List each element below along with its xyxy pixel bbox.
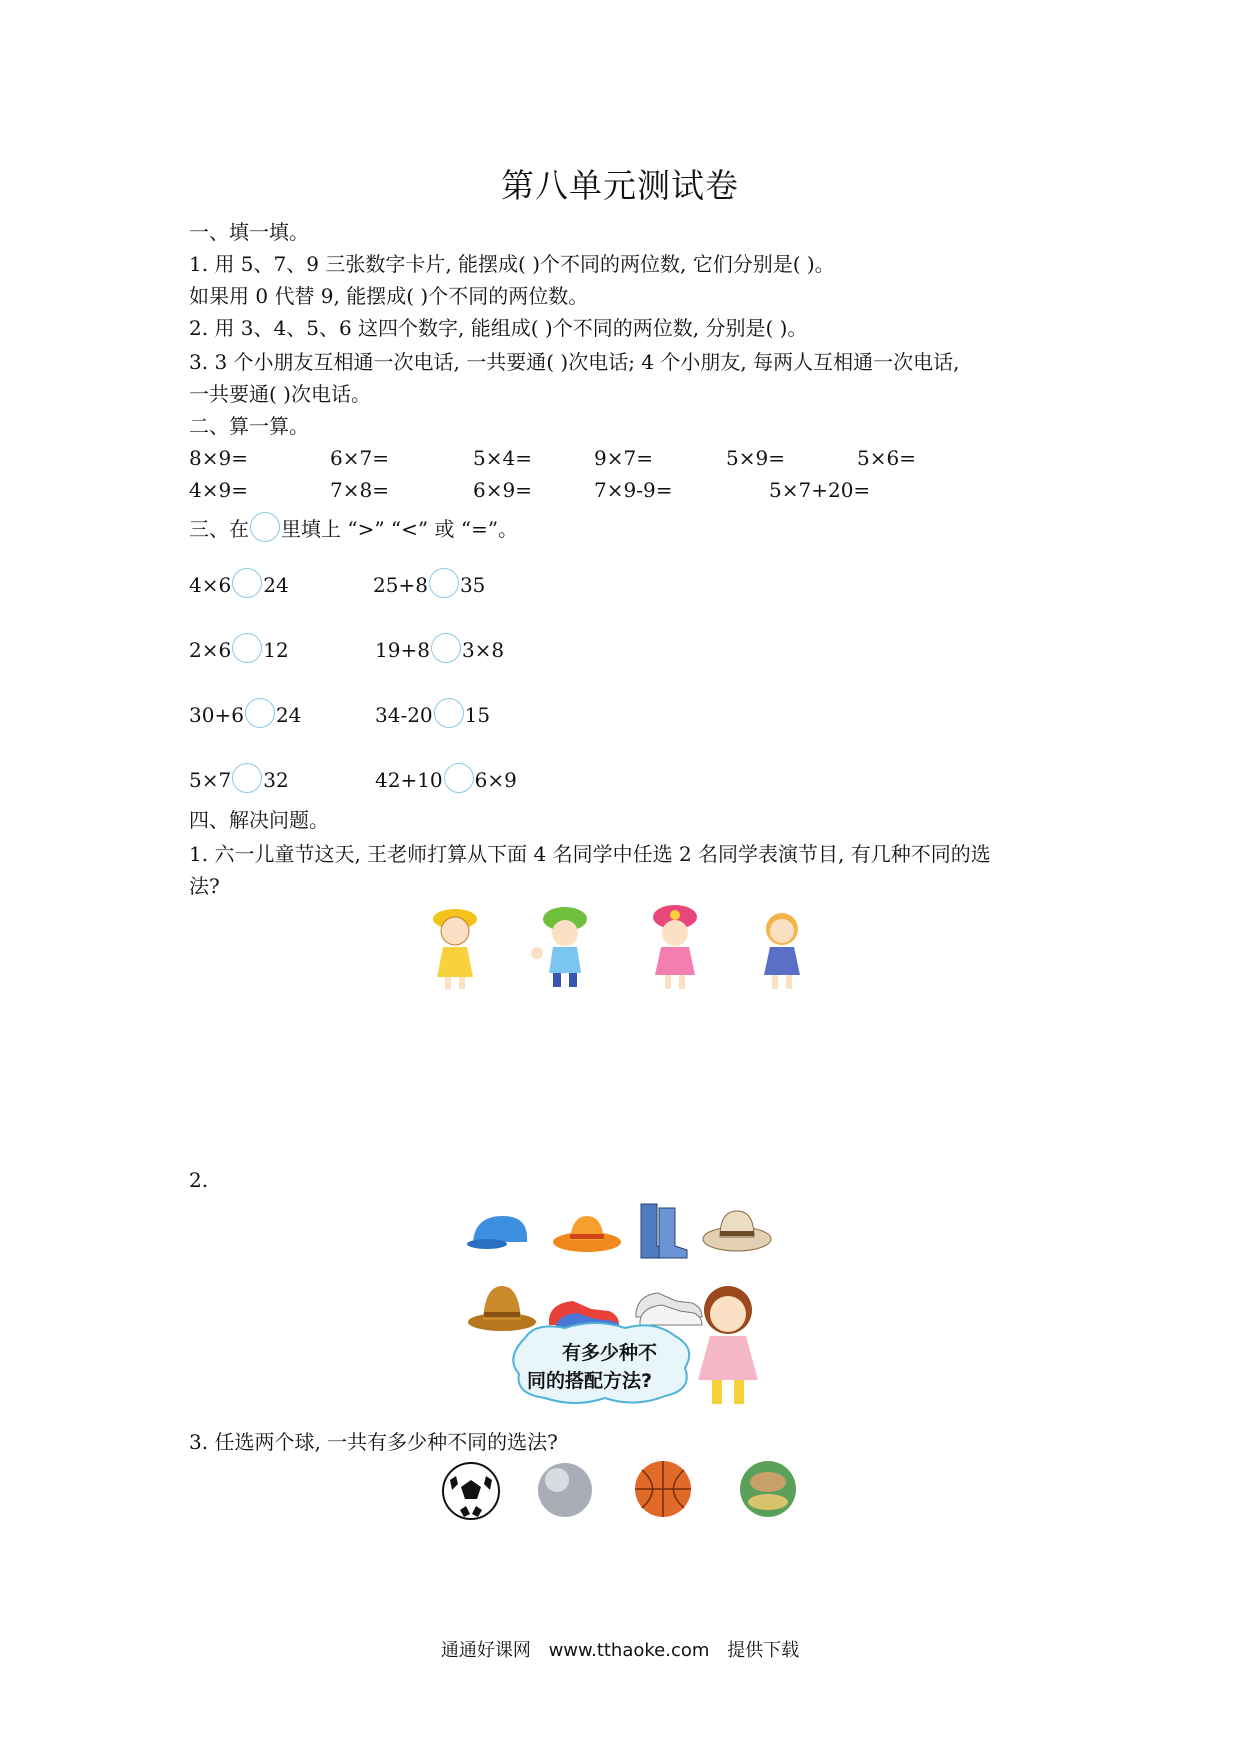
section1-q3-line2: 一共要通( )次电话。 xyxy=(189,382,371,406)
section1-heading: 一、填一填。 xyxy=(189,220,309,244)
compare-circle[interactable] xyxy=(232,763,262,793)
compare-right: 6×9 xyxy=(474,768,517,792)
calc-item: 4×9= xyxy=(189,478,248,502)
basketball-icon xyxy=(632,1458,694,1520)
section1-q2: 2. 用 3、4、5、6 这四个数字, 能组成( )个不同的两位数, 分别是( )。 xyxy=(189,316,808,340)
compare-item xyxy=(189,633,289,663)
compare-left: 30+6 xyxy=(189,703,244,727)
section4-heading: 四、解决问题。 xyxy=(189,808,329,832)
child-girl-yellow-hat-icon xyxy=(425,905,485,995)
compare-left: 2×6 xyxy=(189,638,232,662)
compare-left: 42+10 xyxy=(375,768,443,792)
blue-cap-icon xyxy=(465,1210,540,1255)
compare-right: 12 xyxy=(263,638,289,662)
compare-circle[interactable] xyxy=(429,568,459,598)
section4-q1-line1: 1. 六一儿童节这天, 王老师打算从下面 4 名同学中任选 2 名同学表演节目, 有几种不同的选 xyxy=(189,842,991,866)
section4-q2: 2. xyxy=(189,1168,209,1192)
child-girl-blue-dress-icon xyxy=(752,905,812,995)
section1-q1-line2: 如果用 0 代替 9, 能摆成( )个不同的两位数。 xyxy=(189,284,589,308)
section3-heading-post: 里填上 “>” “<” 或 “=”。 xyxy=(281,517,519,541)
compare-circle[interactable] xyxy=(431,633,461,663)
compare-item xyxy=(189,568,289,598)
compare-left: 19+8 xyxy=(375,638,430,662)
compare-circle[interactable] xyxy=(434,698,464,728)
page-title: 第八单元测试卷 xyxy=(501,166,739,205)
calc-item: 6×9= xyxy=(473,478,532,502)
calc-item: 6×7= xyxy=(330,446,389,470)
circle-blank xyxy=(250,512,280,542)
soccer-ball-icon xyxy=(440,1460,502,1522)
compare-circle[interactable] xyxy=(232,568,262,598)
footer-tail: 提供下载 xyxy=(727,1640,800,1661)
compare-item xyxy=(375,698,490,728)
calc-item: 9×7= xyxy=(594,446,653,470)
calc-item: 5×4= xyxy=(473,446,532,470)
compare-circle[interactable] xyxy=(232,633,262,663)
bubble-line1: 有多少种不 xyxy=(562,1342,658,1364)
cowboy-hat-icon xyxy=(700,1203,775,1258)
bubble-line2: 同的搭配方法? xyxy=(527,1370,653,1392)
green-ball-icon xyxy=(737,1458,799,1520)
calc-item: 7×8= xyxy=(330,478,389,502)
child-boy-green-hat-icon xyxy=(525,905,600,995)
compare-right: 32 xyxy=(263,768,289,792)
child-girl-pink-hat-icon xyxy=(645,903,705,995)
calc-item: 5×9= xyxy=(726,446,785,470)
page-footer xyxy=(0,1636,1240,1662)
compare-right: 24 xyxy=(263,573,289,597)
compare-right: 3×8 xyxy=(461,638,505,662)
compare-right: 15 xyxy=(464,703,491,727)
section1-q3-line1: 3. 3 个小朋友互相通一次电话, 一共要通( )次电话; 4 个小朋友, 每两人互相通一次电话, xyxy=(189,350,960,374)
compare-item xyxy=(189,763,289,793)
footer-site: 通通好课网 xyxy=(440,1640,531,1661)
compare-right: 24 xyxy=(275,703,302,727)
compare-item xyxy=(189,698,301,728)
calc-item: 8×9= xyxy=(189,446,248,470)
compare-left: 34-20 xyxy=(375,703,433,727)
section1-q1-line1: 1. 用 5、7、9 三张数字卡片, 能摆成( )个不同的两位数, 它们分别是( )。 xyxy=(189,252,835,276)
footer-url[interactable]: www.tthaoke.com xyxy=(548,1640,710,1661)
compare-circle[interactable] xyxy=(444,763,474,793)
orange-sun-hat-icon xyxy=(550,1208,625,1258)
calc-item: 5×6= xyxy=(857,446,916,470)
section3-heading xyxy=(189,512,518,543)
section4-q3: 3. 任选两个球, 一共有多少种不同的选法? xyxy=(189,1430,558,1454)
compare-left: 5×7 xyxy=(189,768,232,792)
compare-right: 35 xyxy=(459,573,486,597)
compare-item xyxy=(375,633,504,663)
rain-boots-icon xyxy=(635,1200,690,1262)
compare-left: 25+8 xyxy=(373,573,428,597)
section4-q1-line2: 法? xyxy=(189,874,220,898)
gray-ball-icon xyxy=(535,1460,595,1520)
girl-asking-icon xyxy=(688,1280,773,1415)
compare-item xyxy=(373,568,485,598)
compare-item xyxy=(375,763,517,793)
compare-left: 4×6 xyxy=(189,573,232,597)
section2-heading: 二、算一算。 xyxy=(189,414,309,438)
section3-heading-pre: 三、在 xyxy=(189,517,249,541)
compare-circle[interactable] xyxy=(245,698,275,728)
calc-item: 7×9-9= xyxy=(594,478,673,502)
calc-item: 5×7+20= xyxy=(769,478,871,502)
